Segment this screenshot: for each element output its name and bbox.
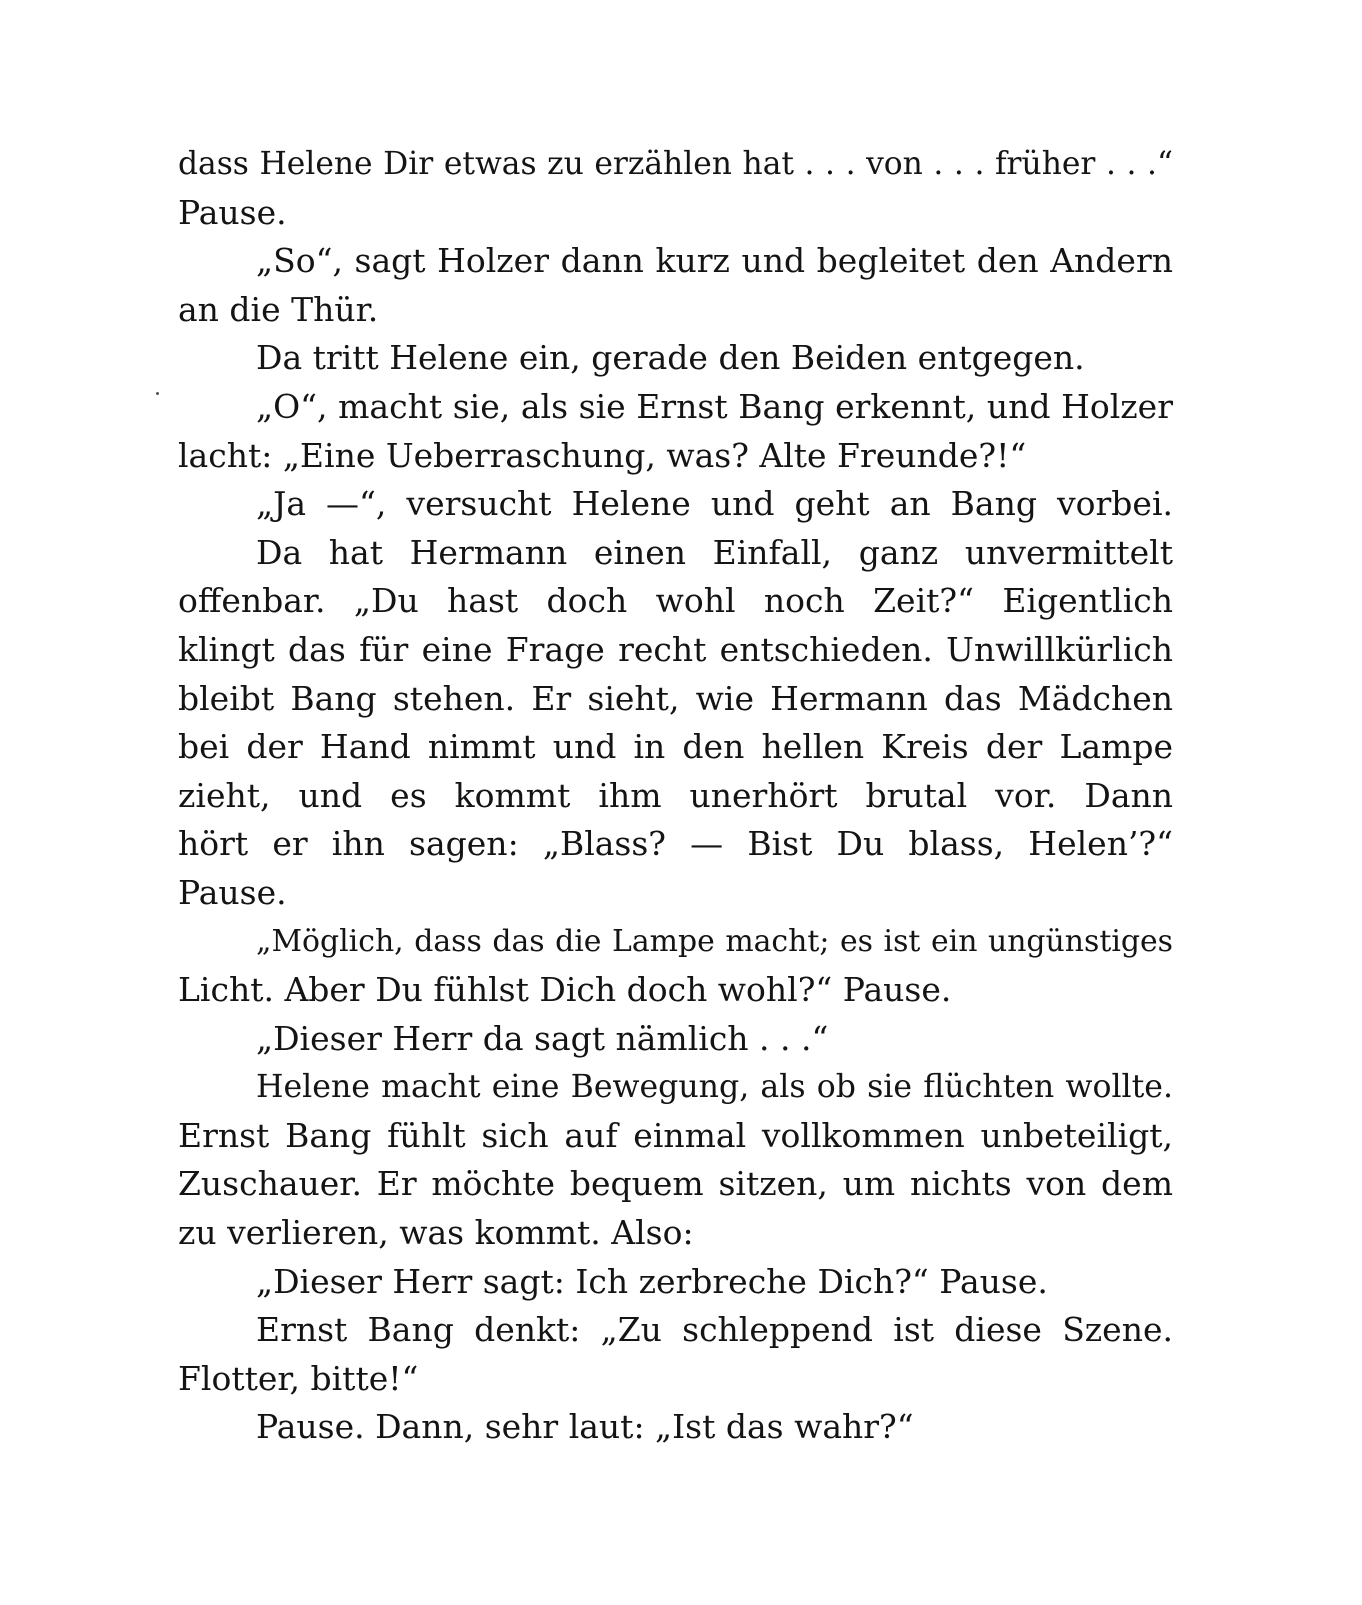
text-line: bei der Hand nimmt und in den hellen Kreis der Lampe [178,727,1173,767]
text-line: klingt das für eine Frage recht entschieden. Unwillkürlich [178,629,1173,669]
text-line: Licht. Aber Du fühlst Dich doch wohl?“ Pause. [178,970,952,1010]
text-line: „O“, macht sie, als sie Ernst Bang erkennt, und Holzer [256,386,1173,426]
text-line: „Möglich, dass das die Lampe macht; es ist ein ungünstiges [256,923,1173,959]
text-line: Helene macht eine Bewegung, als ob sie flüchten wollte. [256,1069,1173,1106]
text-line: Pause. Dann, sehr laut: „Ist das wahr?“ [256,1407,914,1447]
text-line: „So“, sagt Holzer dann kurz und begleitet den Andern [256,241,1173,281]
text-line: an die Thür. [178,289,379,329]
text-line: Zuschauer. Er möchte bequem sitzen, um nichts von dem [178,1164,1173,1204]
text-line: dass Helene Dir etwas zu erzählen hat . . . von . . . früher . . .“ [178,146,1173,182]
text-line: lacht: „Eine Ueberraschung, was? Alte Freunde?!“ [178,435,1027,475]
text-line: bleibt Bang stehen. Er sieht, wie Hermann das Mädchen [178,678,1173,718]
text-line: „Ja —“, versucht Helene und geht an Bang vorbei. [256,484,1173,524]
text-line: zieht, und es kommt ihm unerhört brutal vor. Dann [178,775,1173,815]
text-line: „Dieser Herr da sagt nämlich . . .“ [256,1018,829,1058]
text-line: zu verlieren, was kommt. Also: [178,1213,694,1253]
text-line: Da hat Hermann einen Einfall, ganz unvermittelt [256,532,1173,572]
text-line: Pause. [178,192,287,232]
text-line: „Dieser Herr sagt: Ich zerbreche Dich?“ Pause. [256,1261,1048,1301]
text-line: hört er ihn sagen: „Blass? — Bist Du blass, Helen’?“ [178,824,1173,864]
text-line: offenbar. „Du hast doch wohl noch Zeit?“ Eigentlich [178,581,1173,621]
text-line: Pause. [178,872,287,912]
text-line: Ernst Bang denkt: „Zu schleppend ist diese Szene. [256,1310,1173,1350]
book-page-text [178,140,1173,1452]
text-line: Da tritt Helene ein, gerade den Beiden entgegen. [256,338,1085,378]
text-line: Flotter, bitte!“ [178,1358,419,1398]
text-line: Ernst Bang fühlt sich auf einmal vollkommen unbeteiligt, [178,1115,1173,1155]
stray-ink-dot [156,392,159,395]
